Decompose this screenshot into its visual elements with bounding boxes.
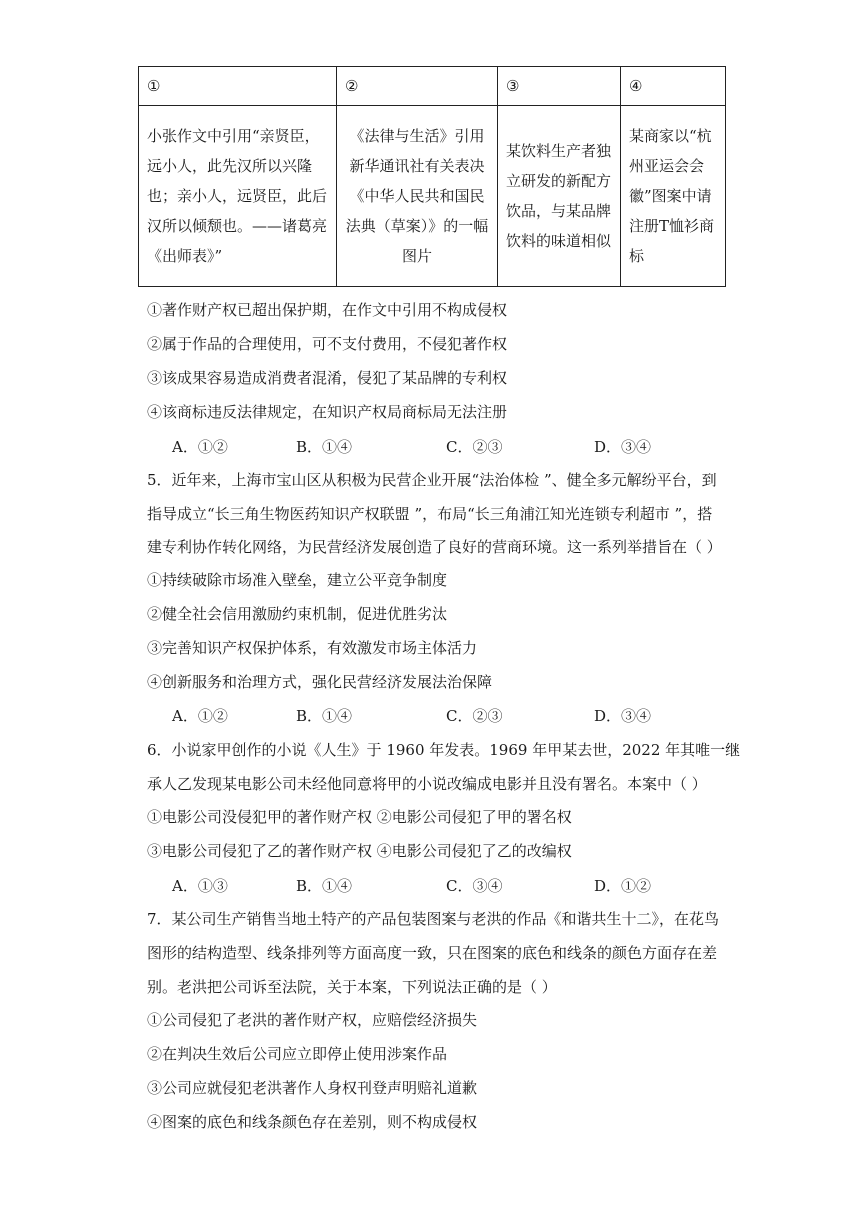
q6-stem-line-1: 6．小说家甲创作的小说《人生》于 1960 年发表。1969 年甲某去世，2022 年其唯一继: [147, 741, 741, 759]
q5-option-4: ④创新服务和治理方式，强化民营经济发展法治保障: [147, 673, 493, 691]
case-header-4: ④: [621, 67, 726, 106]
case-table: [138, 66, 726, 287]
q7-stem-line-3: 别。老洪把公司诉至法院，关于本案，下列说法正确的是（ ）: [147, 978, 557, 996]
q6-choice-b: B．①④: [296, 877, 353, 895]
q6-options-line-1: ①电影公司没侵犯甲的著作财产权 ②电影公司侵犯了甲的署名权: [147, 808, 572, 826]
q4-option-1: ①著作财产权已超出保护期，在作文中引用不构成侵权: [147, 301, 508, 319]
q7-option-4: ④图案的底色和线条颜色存在差别，则不构成侵权: [147, 1113, 478, 1131]
q4-choice-c: C．②③: [446, 438, 503, 456]
q5-choices: [172, 706, 732, 726]
q7-stem-line-1: 7．某公司生产销售当地土特产的产品包装图案与老洪的作品《和谐共生十二》，在花鸟: [147, 910, 720, 928]
q6-choice-c: C．③④: [446, 877, 503, 895]
q4-choices: [172, 437, 732, 457]
case-header-1: ①: [139, 67, 337, 106]
q6-choices: [172, 876, 732, 896]
q5-choice-d: D．③④: [594, 707, 652, 725]
q5-choice-c: C．②③: [446, 707, 503, 725]
q7-option-3: ③公司应就侵犯老洪著作人身权刊登声明赔礼道歉: [147, 1079, 478, 1097]
q5-choice-b: B．①④: [296, 707, 353, 725]
case-header-2: ②: [337, 67, 498, 106]
case-cell-4: 某商家以“杭州亚运会会徽”图案中请注册T恤衫商标: [621, 106, 726, 287]
q6-choice-a: A．①③: [172, 877, 228, 895]
q4-option-3: ③该成果容易造成消费者混淆，侵犯了某品牌的专利权: [147, 369, 508, 387]
q6-stem-line-2: 承人乙发现某电影公司未经他同意将甲的小说改编成电影并且没有署名。本案中（ ）: [147, 775, 707, 793]
q5-option-2: ②健全社会信用激励约束机制，促进优胜劣汰: [147, 605, 448, 623]
case-header-3: ③: [498, 67, 621, 106]
q5-stem-line-2: 指导成立“长三角生物医药知识产权联盟 ”，布局“长三角浦江知光连锁专利超市 ”，搭: [147, 505, 713, 523]
q5-option-3: ③完善知识产权保护体系，有效激发市场主体活力: [147, 639, 478, 657]
case-cell-2: 《法律与生活》引用新华通讯社有关表决《中华人民共和国民法典（草案）》的一幅图片: [337, 106, 498, 287]
q4-option-2: ②属于作品的合理使用，可不支付费用，不侵犯著作权: [147, 335, 508, 353]
q7-option-2: ②在判决生效后公司应立即停止使用涉案作品: [147, 1045, 448, 1063]
q5-stem-line-1: 5．近年来，上海市宝山区从积极为民营企业开展“法治体检 ”、健全多元解纷平台，到: [147, 471, 717, 489]
q5-option-1: ①持续破除市场准入壁垒，建立公平竞争制度: [147, 571, 448, 589]
q5-choice-a: A．①②: [172, 707, 228, 725]
q6-choice-d: D．①②: [594, 877, 652, 895]
case-cell-3: 某饮料生产者独立研发的新配方饮品，与某品牌饮料的味道相似: [498, 106, 621, 287]
q4-option-4: ④该商标违反法律规定，在知识产权局商标局无法注册: [147, 403, 508, 421]
case-table-header-row: [139, 67, 726, 106]
q4-choice-a: A．①②: [172, 438, 228, 456]
q7-stem-line-2: 图形的结构造型、线条排列等方面高度一致，只在图案的底色和线条的颜色方面存在差: [147, 944, 718, 962]
case-cell-1: 小张作文中引用“亲贤臣，远小人，此先汉所以兴隆也；亲小人，远贤臣，此后汉所以倾颓也。——诸葛亮《出师表》”: [139, 106, 337, 287]
q5-stem-line-3: 建专利协作转化网络，为民营经济发展创造了良好的营商环境。这一系列举措旨在（ ）: [147, 538, 722, 556]
q7-option-1: ①公司侵犯了老洪的著作财产权，应赔偿经济损失: [147, 1011, 478, 1029]
q4-choice-b: B．①④: [296, 438, 353, 456]
q6-options-line-2: ③电影公司侵犯了乙的著作财产权 ④电影公司侵犯了乙的改编权: [147, 842, 572, 860]
case-table-body-row: [139, 106, 726, 287]
q4-choice-d: D．③④: [594, 438, 652, 456]
